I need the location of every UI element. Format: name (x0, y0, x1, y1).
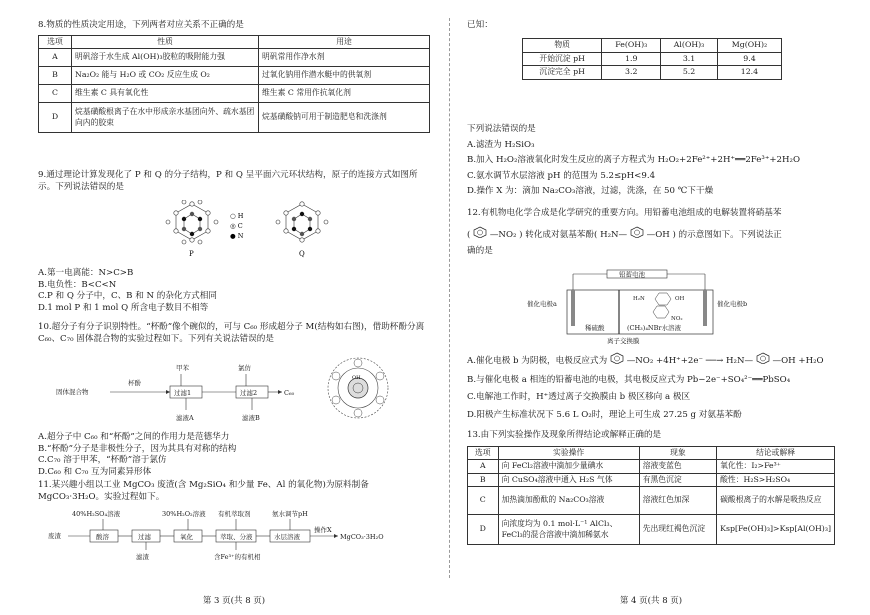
flow-r1: 40%H₂SO₄溶液 (72, 510, 121, 518)
table-row (468, 515, 835, 545)
q11-flow-figure (38, 506, 430, 566)
option-b: B.加入 H₂O₂溶液氧化时发生反应的离子方程式为 H₂O₂+2Fe²⁺+2H⁺══2Fe³⁺+2H₂O (467, 155, 801, 166)
benzene-icon (610, 352, 624, 369)
table-header-row (39, 35, 430, 49)
oh-label: OH (675, 296, 685, 302)
flow-reagent2: 氯仿 (238, 364, 251, 372)
cell: 沉淀完全 pH (523, 66, 602, 80)
benzene-icon (630, 226, 644, 243)
cell: 9.4 (717, 52, 781, 66)
electrode-b (703, 290, 707, 326)
page-divider (449, 18, 450, 578)
option-c: C.C₇₀ 溶于甲苯，“杯酚”溶于氯仿 (38, 455, 167, 466)
text-fragment: —NO₂ ) 转化成对氨基苯酚( H₂N— (489, 229, 628, 240)
cell: A (468, 460, 499, 474)
oh-label: OH (352, 375, 361, 381)
page-3 (38, 0, 430, 615)
table-row (39, 85, 430, 103)
col-header: 选项 (39, 35, 72, 49)
option-a: A.滤渣为 H₂SiO₃ (467, 139, 535, 150)
h2n-label: H₂N (633, 296, 645, 302)
cell: Ksp[Fe(OH)₃]>Ksp[Al(OH)₃] (717, 515, 835, 545)
cell: 向 FeCl₂溶液中滴加少量碘水 (498, 460, 639, 474)
cell: 明矾溶于水生成 Al(OH)₃胶粒的吸附能力强 (72, 49, 259, 67)
option-b: B.与催化电极 a 相连的铅蓄电池的电极，其电极反应式为 Pb−2e⁻+SO₄²⁻══PbSO₄ (467, 374, 791, 385)
flow-op: 操作X (314, 526, 332, 534)
cell: A (39, 49, 72, 67)
col-header: 用途 (259, 35, 430, 49)
table-row (523, 52, 782, 66)
page-number-4: 第 4 页(共 8 页) (619, 595, 683, 606)
col-header: 性质 (72, 35, 259, 49)
cell: Na₂O₂ 能与 H₂O 或 CO₂ 反应生成 O₂ (72, 67, 259, 85)
cell: 明矾常用作净水剂 (259, 49, 430, 67)
cell: 溶液变蓝色 (639, 460, 716, 474)
aminophenol-structure (633, 293, 685, 305)
question-12-options (467, 352, 835, 421)
flow-r2: 30%H₂O₂溶液 (162, 510, 206, 518)
ph-table-wrap (522, 38, 782, 80)
molecule-p (166, 200, 218, 244)
page-4 (467, 0, 835, 615)
option-d: D.1 mol P 和 1 mol Q 所含电子数目不相等 (38, 302, 209, 313)
cell: C (39, 85, 72, 103)
question-8-table (38, 35, 430, 134)
flow-step1: 过滤1 (174, 389, 192, 397)
flow-r4: 氨水调节pH (272, 510, 308, 518)
col-header: 物质 (523, 39, 602, 53)
cell: B (468, 473, 499, 487)
flow-org: 含Fe³⁺的有机相 (214, 553, 261, 561)
membrane-label: 离子交换膜 (607, 337, 640, 344)
q10-flow-figure (38, 350, 430, 430)
col-header: Fe(OH)₃ (602, 39, 661, 53)
table-row (39, 67, 430, 85)
col-header: Mg(OH)₂ (717, 39, 781, 53)
question-12 (467, 208, 835, 258)
question-9-options (38, 268, 430, 314)
table-row (468, 473, 835, 487)
col-header: 结论或解释 (717, 446, 835, 460)
flow-sol1: 甲苯 (176, 364, 189, 372)
cell: 向浓度均为 0.1 mol·L⁻¹ AlCl₃、FeCl₃的混合溶液中滴加稀氨水 (498, 515, 639, 545)
cell: 1.9 (602, 52, 661, 66)
flow-filt2: 滤液B (242, 414, 260, 422)
option-a-text: A.催化电极 b 为阴极，电极反应式为 (467, 355, 608, 366)
option-a: A.第一电离能：N>C>B (38, 268, 134, 278)
table-header-row (523, 39, 782, 53)
legend-c: ◎ C (230, 222, 243, 230)
cell: 酸性：H₂S>H₂SO₄ (717, 473, 835, 487)
cell: 烷基磺酸根离子在水中形成亲水基团向外、疏水基团向内的胶束 (72, 103, 259, 133)
label-q: Q (299, 250, 305, 258)
option-d: D.操作 X 为：滴加 Na₂CO₃溶液，过滤，洗涤，在 50 ℃下干燥 (467, 186, 714, 197)
cell: 碳酸根离子的水解是吸热反应 (717, 487, 835, 515)
label-p: P (189, 250, 194, 258)
question-10-title: 10.超分子有分子识别特性。“杯酚”像个碗似的，可与 C₆₀ 形成超分子 M(结构如右图)，借助杯酚分离 C₆₀、C₇₀ 固体混合物的实验过程如下。下列有关说法错误的是 (38, 322, 425, 344)
option-c: C.氨水调节水层溶液 pH 的范围为 5.2≤pH<9.4 (467, 170, 656, 181)
flow-filt1: 滤液A (176, 414, 194, 422)
solution-label: (CH₃)₄NBr水溶液 (627, 324, 681, 332)
option-a (467, 352, 835, 369)
cell: 3.1 (661, 52, 718, 66)
benzene-icon (756, 352, 770, 369)
question-10 (38, 322, 430, 345)
flow-start: 废渣 (48, 532, 61, 540)
cell: 烷基磺酸钠可用于制造肥皂和洗涤剂 (259, 103, 430, 133)
molecule-figure (148, 200, 368, 264)
option-b: B.“杯酚”分子是非极性分子，因为其具有对称的结构 (38, 443, 237, 454)
col-header: 实验操作 (498, 446, 639, 460)
cell: 5.2 (661, 66, 718, 80)
paren: ( (467, 229, 471, 240)
legend-n: ● N (230, 232, 244, 240)
electrode-a (571, 290, 575, 326)
acid-label: 稀硫酸 (585, 324, 605, 332)
option-a-text: —OH +H₂O (772, 355, 824, 366)
page-number-3: 第 3 页(共 8 页) (202, 595, 266, 606)
flow-step2: 过滤2 (240, 389, 258, 397)
no2-label: NO₂ (671, 316, 683, 322)
question-9-title: 9.通过理论计算发现化了 P 和 Q 的分子结构，P 和 Q 呈平面六元环状结构，原子的连接方式如图所示。下列说法错误的是 (38, 170, 418, 192)
legend-h: ○ H (230, 212, 244, 220)
question-8 (38, 20, 430, 133)
cell: 3.2 (602, 66, 661, 80)
option-d: D.阳极产生标准状况下 5.6 L O₂时，理论上可生成 27.25 g 对氨基苯酚 (467, 409, 742, 420)
cell: 溶液红色加深 (639, 487, 716, 515)
text-fragment: —OH ) 的示意图如下。下列说法正 (646, 229, 782, 240)
flow-s2: 过滤 (138, 533, 151, 541)
question-11-title: 11.某兴趣小组以工业 MgCO₃ 废渣(含 Mg₂SiO₄ 和少量 Fe、Al 的氧化物)为原料制备 MgCO₃·3H₂O。实验过程如下。 (38, 480, 369, 502)
question-12-title-line1: 12.有机物电化学合成是化学研究的重要方向。用铅蓄电池组成的电解装置将硝基苯 (467, 208, 782, 218)
cell: D (39, 103, 72, 133)
question-13-title: 13.由下列实验操作及现象所得结论或解释正确的是 (467, 430, 662, 440)
col-header: Al(OH)₃ (661, 39, 718, 53)
cell: 向 CuSO₄溶液中通入 H₂S 气体 (498, 473, 639, 487)
option-a: A.超分子中 C₆₀ 和“杯酚”之间的作用力是范德华力 (38, 432, 230, 442)
cell: D (468, 515, 499, 545)
table-row (523, 66, 782, 80)
option-c: C.电解池工作时，H⁺透过离子交换膜由 b 极区移向 a 极区 (467, 392, 691, 403)
cell: 先出现红褐色沉淀 (639, 515, 716, 545)
known-label: 已知： (467, 20, 493, 30)
question-13-table (467, 446, 835, 546)
question-12-title-line3: 确的是 (467, 246, 493, 257)
question-11 (38, 480, 430, 503)
nitrobenzene-structure (653, 306, 683, 322)
cat-a-label: 催化电极a (527, 300, 557, 308)
flow-s5: 水层溶液 (274, 533, 300, 541)
question-9 (38, 170, 430, 193)
col-header: 现象 (639, 446, 716, 460)
flow-s4: 萃取、分液 (220, 533, 253, 541)
cat-b-label: 催化电极b (717, 300, 748, 308)
option-c: C.P 和 Q 分子中，C、B 和 N 的杂化方式相同 (38, 291, 217, 302)
question-11-subtitle: 下列说法错误的是 (467, 124, 536, 134)
supramolecule-m (328, 358, 388, 418)
cell: 维生素 C 常用作抗氧化剂 (259, 85, 430, 103)
cell: 加热滴加酚酞的 Na₂CO₃溶液 (498, 487, 639, 515)
flow-s1: 酸溶 (96, 533, 109, 541)
electrolysis-diagram (527, 268, 787, 344)
benzene-icon (473, 226, 487, 243)
table-header-row (468, 446, 835, 460)
flow-r3: 有机萃取剂 (218, 510, 251, 518)
col-header: 选项 (468, 446, 499, 460)
question-10-options (38, 432, 430, 478)
cell: 12.4 (717, 66, 781, 80)
cell: 开始沉淀 pH (523, 52, 602, 66)
cell: 维生素 C 具有氧化性 (72, 85, 259, 103)
cell: 氧化性：I₂>Fe³⁺ (717, 460, 835, 474)
flow-waste: 滤渣 (136, 553, 149, 561)
ph-table (522, 38, 782, 80)
option-a-text: —NO₂ +4H⁺+2e⁻ ──→ H₂N— (626, 355, 754, 366)
option-b: B.电负性：B<C<N (38, 279, 117, 290)
flow-end: C₆₀ (284, 389, 295, 397)
battery-label: 铅蓄电池 (619, 270, 645, 279)
flow-start: 固体混合物 (56, 388, 89, 396)
question-8-title: 8.物质的性质决定用途，下列两者对应关系不正确的是 (38, 20, 244, 30)
table-row (468, 487, 835, 515)
question-12-title-line2 (467, 226, 835, 243)
table-row (468, 460, 835, 474)
cell: 有黑色沉淀 (639, 473, 716, 487)
option-d: D.C₆₀ 和 C₇₀ 互为同素异形体 (38, 466, 152, 477)
cell: B (39, 67, 72, 85)
flow-reagent1: 杯酚 (128, 379, 141, 387)
question-11-options (467, 124, 835, 198)
table-row (39, 49, 430, 67)
flow-end: MgCO₃·3H₂O (340, 533, 384, 541)
molecule-q (276, 202, 328, 242)
flow-s3: 氧化 (180, 533, 193, 541)
cell: 过氧化钠用作潜水艇中的供氧剂 (259, 67, 430, 85)
table-row (39, 103, 430, 133)
cell: C (468, 487, 499, 515)
question-13 (467, 430, 835, 545)
legend (230, 212, 244, 240)
